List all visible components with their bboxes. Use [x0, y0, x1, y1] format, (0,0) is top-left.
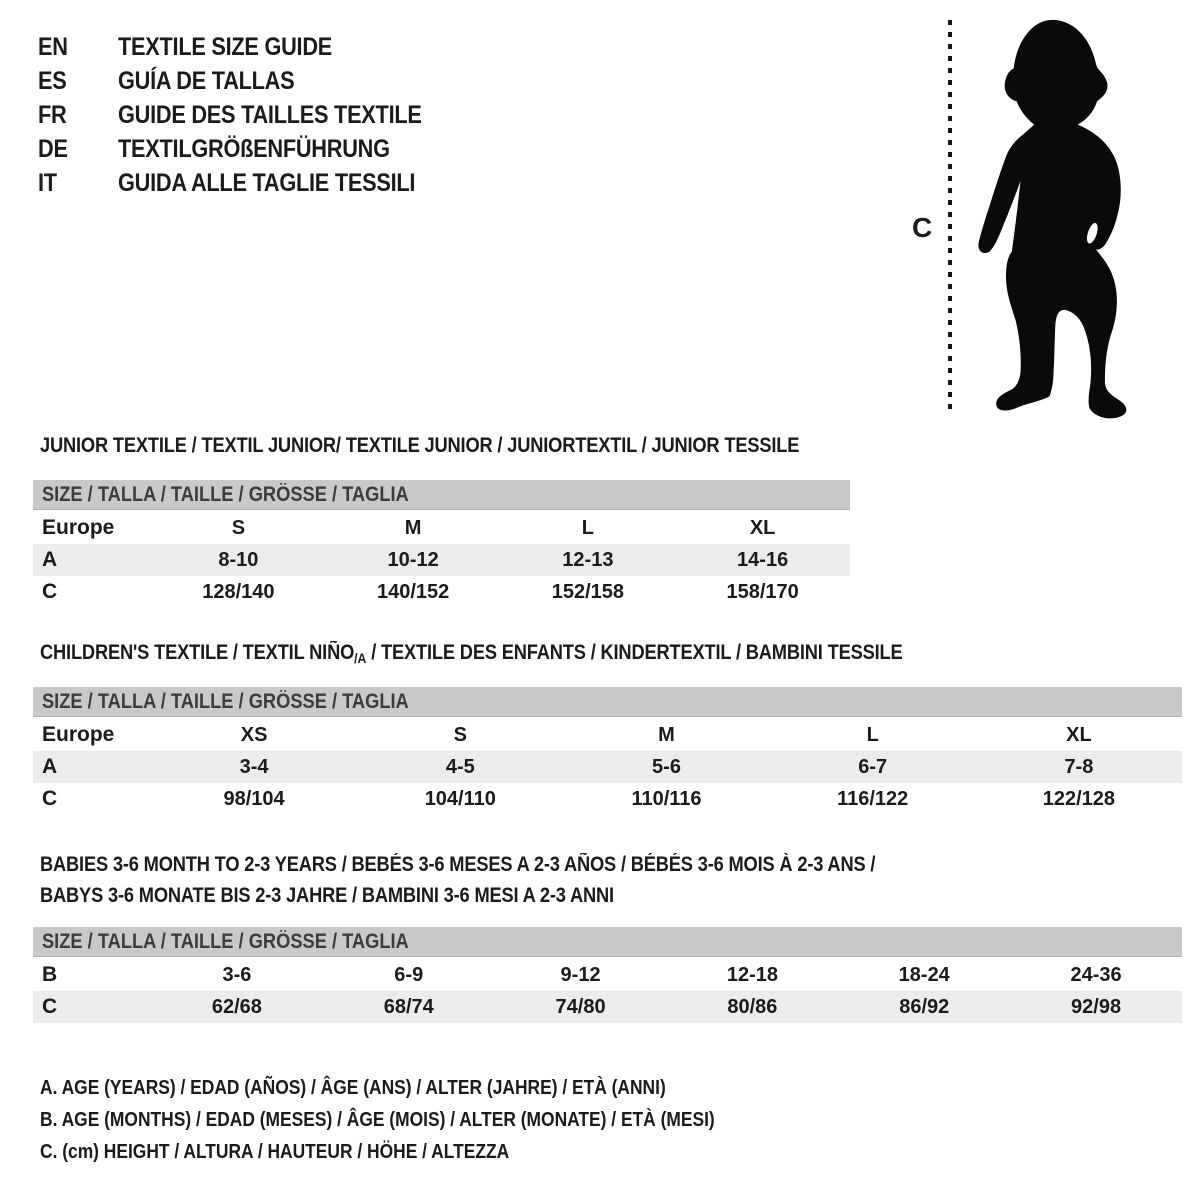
legend-line-b-text: B. AGE (MONTHS) / EDAD (MESES) / ÂGE (MOIS) / ALTER (MONATE) / ETÀ (MESI)	[40, 1109, 715, 1131]
table-cell: 122/128	[1042, 788, 1116, 810]
language-label: TEXTILE SIZE GUIDE	[118, 33, 333, 61]
language-label: GUIDE DES TAILLES TEXTILE	[118, 101, 422, 129]
section-title-children-text	[40, 641, 903, 666]
language-row	[38, 98, 467, 132]
section-title-junior	[40, 434, 913, 458]
row-label: B	[42, 963, 58, 986]
row-label: Europe	[42, 516, 115, 539]
table-cell: 7-8	[1064, 756, 1094, 778]
table-cell: 86/92	[899, 996, 950, 1018]
table-cell: 14-16	[737, 549, 789, 571]
table-cell: 80/86	[727, 996, 778, 1018]
title-rest: / TEXTILE DES ENFANTS / KINDERTEXTIL / BAMBINI TESSILE	[366, 641, 903, 664]
language-code: IT	[38, 169, 57, 197]
table-cell: L	[581, 517, 594, 539]
table-row-europe	[33, 512, 850, 544]
table-size-header-text: SIZE / TALLA / TAILLE / GRÖSSE / TAGLIA	[42, 690, 409, 713]
language-code: ES	[38, 67, 67, 95]
table-cell: 4-5	[445, 756, 475, 778]
row-label: C	[42, 580, 58, 603]
legend-line-a-text: A. AGE (YEARS) / EDAD (AÑOS) / ÂGE (ANS) / ALTER (JAHRE) / ETÀ (ANNI)	[40, 1077, 666, 1099]
legend	[40, 1072, 816, 1168]
table-row-europe	[33, 719, 1182, 751]
section-title-children	[40, 641, 1031, 666]
children-size-table	[33, 687, 1182, 815]
table-cell: 6-7	[858, 756, 888, 778]
title-main: CHILDREN'S TEXTILE / TEXTIL NIÑO	[40, 641, 355, 664]
table-cell: 8-10	[218, 549, 259, 571]
row-label: A	[42, 755, 58, 778]
row-label: A	[42, 548, 58, 571]
babies-title-line-2: BABYS 3-6 MONATE BIS 2-3 JAHRE / BAMBINI 3-6 MESI A 2-3 ANNI	[40, 884, 614, 907]
table-cell: 3-4	[239, 756, 269, 778]
table-cell: S	[231, 517, 246, 539]
table-cell: 3-6	[222, 964, 252, 986]
table-cell: XL	[749, 517, 776, 539]
table-row-c	[33, 991, 1182, 1023]
table-cell: S	[453, 724, 467, 746]
language-label: GUÍA DE TALLAS	[118, 67, 295, 95]
table-cell: 18-24	[898, 964, 950, 986]
table-cell: 152/158	[551, 581, 625, 603]
table-cell: 110/116	[631, 788, 702, 810]
table-row-c	[33, 576, 850, 608]
table-cell: 104/110	[424, 788, 496, 810]
table-cell: M	[658, 724, 675, 746]
table-cell: 12-18	[726, 964, 778, 986]
toddler-silhouette	[938, 14, 1150, 426]
table-cell: XL	[1066, 724, 1092, 746]
language-code: FR	[38, 101, 67, 129]
section-title-babies	[40, 849, 1000, 911]
table-cell: 158/170	[726, 581, 799, 603]
table-cell: 128/140	[202, 581, 275, 603]
language-label: TEXTILGRÖßENFÜHRUNG	[118, 135, 390, 163]
table-cell: 62/68	[211, 996, 262, 1018]
section-title-junior-text: JUNIOR TEXTILE / TEXTIL JUNIOR/ TEXTILE JUNIOR / JUNIORTEXTIL / JUNIOR TESSILE	[40, 434, 800, 457]
babies-title-line-1: BABIES 3-6 MONTH TO 2-3 YEARS / BEBÉS 3-6 MESES A 2-3 AÑOS / BÉBÉS 3-6 MOIS À 2-3 ANS /	[40, 853, 876, 876]
table-size-header	[33, 927, 1182, 957]
legend-line-a	[40, 1072, 816, 1104]
table-cell: XS	[240, 724, 268, 746]
table-cell: 24-36	[1070, 964, 1122, 986]
table-cell: 98/104	[223, 788, 285, 810]
height-marker-label: C	[912, 212, 933, 243]
language-row	[38, 64, 467, 98]
legend-line-c	[40, 1136, 816, 1168]
language-label: GUIDA ALLE TAGLIE TESSILI	[118, 169, 416, 197]
toddler-figure	[912, 14, 1150, 426]
language-code: DE	[38, 135, 68, 163]
language-list	[38, 30, 467, 200]
table-row-a	[33, 751, 1182, 783]
table-size-header-text: SIZE / TALLA / TAILLE / GRÖSSE / TAGLIA	[42, 930, 409, 953]
language-row	[38, 30, 467, 64]
table-size-header-text: SIZE / TALLA / TAILLE / GRÖSSE / TAGLIA	[42, 483, 409, 506]
table-cell: 5-6	[652, 756, 681, 778]
language-row	[38, 166, 467, 200]
table-size-header	[33, 480, 850, 510]
toddler-silhouette-shape	[978, 20, 1126, 419]
title-subscript: /A	[354, 650, 367, 666]
table-cell: 92/98	[1071, 996, 1122, 1018]
table-cell: 74/80	[555, 996, 606, 1018]
junior-size-table	[33, 480, 850, 608]
table-row-a	[33, 544, 850, 576]
language-row	[38, 132, 467, 166]
table-cell: M	[404, 517, 422, 539]
table-cell: 9-12	[560, 964, 601, 986]
table-cell: 12-13	[562, 549, 614, 571]
table-row-b	[33, 959, 1182, 991]
language-code: EN	[38, 33, 68, 61]
row-label: Europe	[42, 723, 115, 746]
table-row-c	[33, 783, 1182, 815]
legend-line-c-text: C. (cm) HEIGHT / ALTURA / HAUTEUR / HÖHE / ALTEZZA	[40, 1141, 510, 1163]
babies-size-table	[33, 927, 1182, 1023]
table-size-header	[33, 687, 1182, 717]
table-cell: 10-12	[387, 549, 439, 571]
table-cell: 116/122	[837, 788, 909, 810]
table-cell: 6-9	[394, 964, 424, 986]
row-label: C	[42, 995, 58, 1018]
table-cell: 140/152	[376, 581, 450, 603]
row-label: C	[42, 787, 58, 810]
table-cell: L	[866, 724, 879, 746]
legend-line-b	[40, 1104, 816, 1136]
table-cell: 68/74	[383, 996, 434, 1018]
